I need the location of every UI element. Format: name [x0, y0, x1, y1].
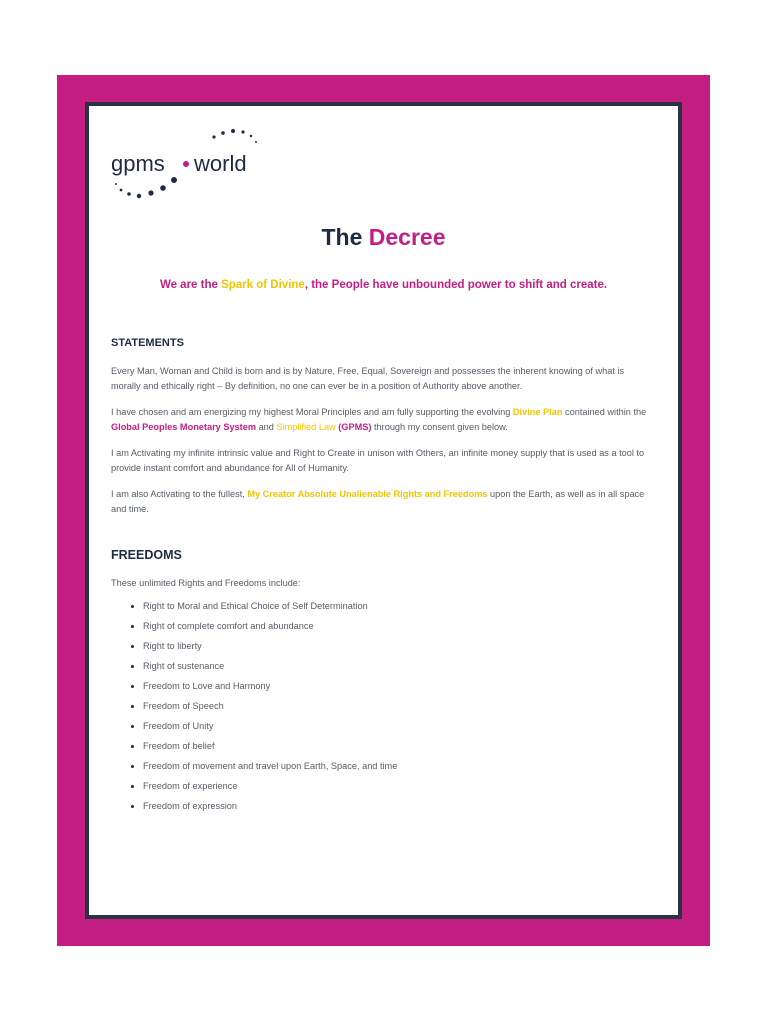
list-item: • Freedom of Unity	[143, 719, 397, 739]
p2-text-a: I have chosen and am energizing my highest Moral Principles and am fully supporting the evolving	[111, 407, 513, 417]
tagline-highlight: Spark of Divine	[221, 279, 305, 291]
freedoms-list	[111, 599, 397, 819]
document-page	[89, 106, 678, 915]
list-item: • Freedom to Love and Harmony	[143, 679, 397, 699]
statement-paragraph-2	[111, 405, 651, 435]
page-title	[89, 224, 678, 251]
list-item: • Right of complete comfort and abundance	[143, 619, 397, 639]
list-item: • Right to Moral and Ethical Choice of Self Determination	[143, 599, 397, 619]
p2-text-e: through my consent given below.	[371, 422, 508, 432]
simplified-law-text: Simplified Law	[276, 422, 336, 432]
tagline	[89, 279, 678, 291]
divine-plan-text: Divine Plan	[512, 407, 563, 417]
title-part-2: Decree	[368, 224, 446, 250]
freedoms-intro: These unlimited Rights and Freedoms include:	[111, 578, 301, 588]
gpms-text: Global Peoples Monetary System	[111, 422, 257, 432]
p4-text-a: I am also Activating to the fullest,	[111, 489, 248, 499]
list-item: • Freedom of experience	[143, 779, 397, 799]
p4-text-b: upon the Earth, as well as in all space and time.	[111, 489, 645, 514]
freedoms-heading: FREEDOMS	[111, 548, 182, 562]
list-item: • Right to liberty	[143, 639, 397, 659]
gpms-world-logo	[111, 126, 281, 206]
statement-paragraph-4	[111, 487, 651, 517]
list-item: • Freedom of belief	[143, 739, 397, 759]
list-item: • Right of sustenance	[143, 659, 397, 679]
tagline-before: We are the	[159, 279, 222, 291]
logo-text-gpms: gpms	[111, 151, 165, 176]
logo-text-world: world	[194, 151, 247, 176]
title-part-1: The	[321, 224, 363, 250]
p2-text-c: and	[256, 422, 277, 432]
list-item: • Freedom of expression	[143, 799, 397, 819]
tagline-after: , the People have unbounded power to shift and create.	[304, 279, 608, 291]
list-item: • Freedom of movement and travel upon Earth, Space, and time	[143, 759, 397, 779]
statement-paragraph-3: I am Activating my infinite intrinsic value and Right to Create in unison with Others, an infinite money supply that is used as a tool to provide instant comfort and abundance for All of Humanity.	[111, 448, 645, 473]
p2-text-b: contained within the	[562, 407, 647, 417]
rights-freedoms-text: My Creator Absolute Unalienable Rights and Freedoms	[247, 489, 488, 499]
logo-dot	[183, 161, 189, 167]
magenta-frame	[57, 75, 710, 946]
statement-paragraph-1: Every Man, Woman and Child is born and is by Nature, Free, Equal, Sovereign and possesses the inherent knowing of what is morally and ethically right – By definition, no one can ever be in a position of Authority above another.	[111, 366, 625, 391]
gpms-abbr-text: (GPMS)	[338, 422, 372, 432]
list-item: • Freedom of Speech	[143, 699, 397, 719]
dark-border	[85, 102, 682, 919]
statements-heading: STATEMENTS	[111, 337, 184, 349]
